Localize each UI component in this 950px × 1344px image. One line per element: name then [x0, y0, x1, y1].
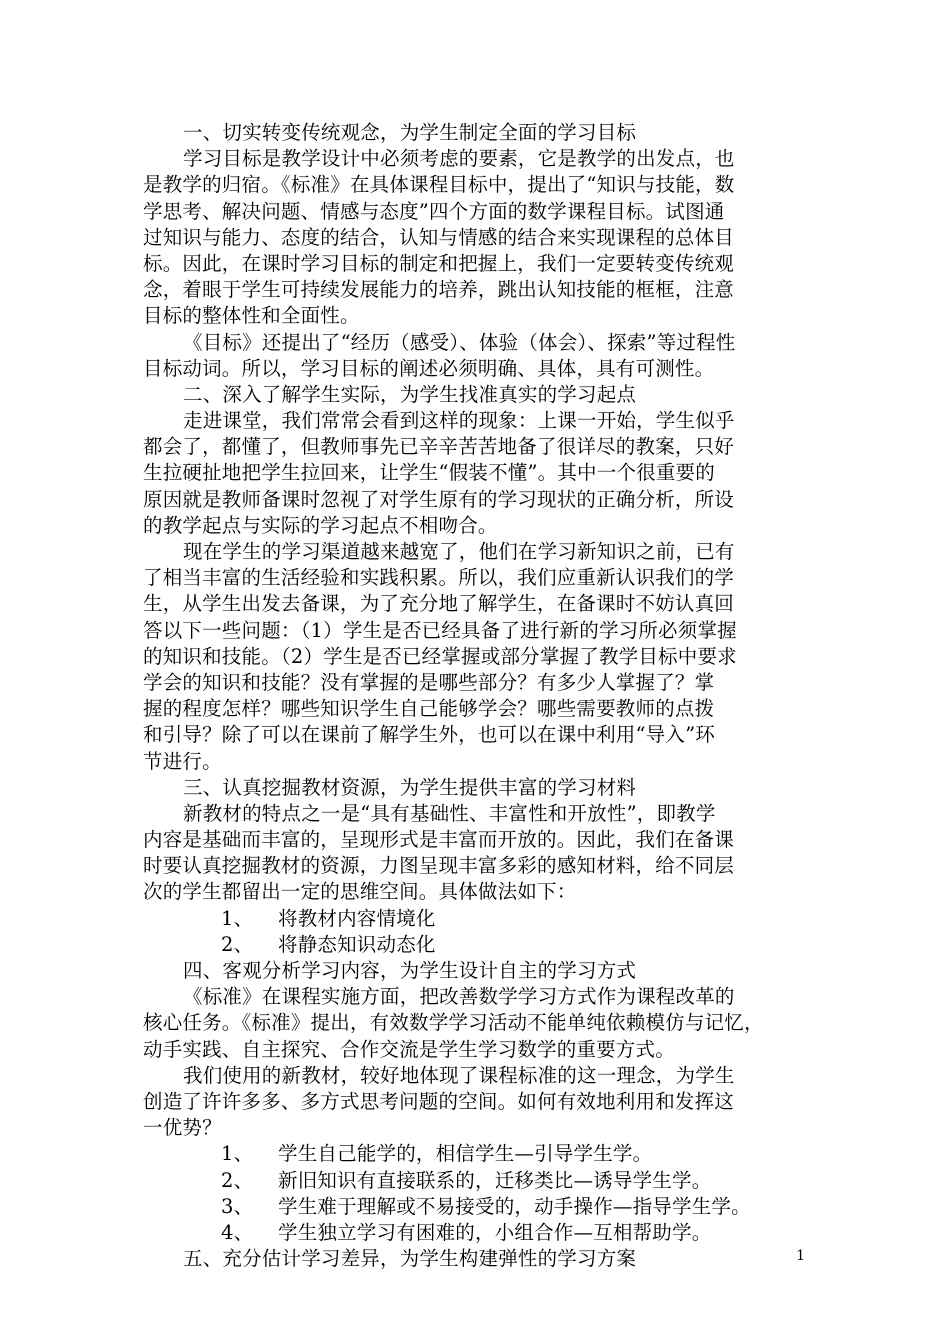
paragraph-line: 都会了，都懂了，但教师事先已辛辛苦苦地备了很详尽的教案，只好: [143, 435, 735, 459]
paragraph-line: 的知识和技能。（2）学生是否已经掌握或部分掌握了教学目标中要求: [143, 644, 737, 668]
paragraph-line: 现在学生的学习渠道越来越宽了，他们在学习新知识之前，已有: [183, 540, 735, 563]
list-item-text: 学生独立学习有困难的，小组合作—互相帮助学。: [278, 1220, 712, 1244]
list-item: [143, 1141, 811, 1167]
paragraph-line: 动手实践、自主探究、合作交流是学生学习数学的重要方式。: [143, 1037, 675, 1061]
section-heading: 二、深入了解学生实际，为学生找准真实的学习起点: [183, 382, 637, 406]
paragraph-line: 学习目标是教学设计中必须考虑的要素，它是教学的出发点，也: [183, 147, 735, 171]
list-item-number: 1、: [221, 906, 254, 930]
paragraph-line: 握的程度怎样？哪些知识学生自己能够学会？哪些需要教师的点拨: [143, 697, 715, 721]
list-item-number: 4、: [221, 1220, 254, 1244]
paragraph-line: 《标准》在课程实施方面，把改善数学学习方式作为课程改革的: [183, 985, 735, 1009]
paragraph-line: 学会的知识和技能？没有掌握的是哪些部分？有多少人掌握了？掌: [143, 670, 715, 694]
paragraph-line: 创造了许许多多、多方式思考问题的空间。如何有效地利用和发挥这: [143, 1089, 735, 1113]
paragraph-line: 生，从学生出发去备课，为了充分地了解学生，在备课时不妨认真回: [143, 592, 735, 616]
paragraph-line: 过知识与能力、态度的结合，认知与情感的结合来实现课程的总体目: [143, 225, 735, 249]
list-item-text: 新旧知识有直接联系的，迁移类比—诱导学生学。: [278, 1168, 712, 1192]
section-heading: 四、客观分析学习内容，为学生设计自主的学习方式: [183, 959, 637, 982]
paragraph-line: 目标动词。所以，学习目标的阐述必须明确、具体，具有可测性。: [143, 356, 715, 380]
paragraph-line: 生拉硬扯地把学生拉回来，让学生“假装不懂”。其中一个很重要的: [143, 461, 715, 485]
section-heading: 五、充分估计学习差异，为学生构建弹性的学习方案: [183, 1247, 637, 1271]
paragraph-line: 核心任务。《标准》提出，有效数学学习活动不能单纯依赖模仿与记忆，: [143, 1011, 764, 1035]
paragraph-line: 走进课堂，我们常常会看到这样的现象：上课一开始，学生似乎: [183, 409, 735, 433]
paragraph-line: 标。因此，在课时学习目标的制定和把握上，我们一定要转变传统观: [143, 251, 735, 275]
paragraph-line: 答以下一些问题：（1）学生是否已经具备了进行新的学习所必须掌握: [143, 618, 737, 642]
list-item-text: 学生自己能学的，相信学生—引导学生学。: [278, 1142, 653, 1166]
list-item-number: 1、: [221, 1142, 254, 1166]
paragraph-line: 时要认真挖掘教材的资源，力图呈现丰富多彩的感知材料，给不同层: [143, 854, 735, 878]
list-item-number: 2、: [221, 932, 254, 956]
paragraph-line: 《目标》还提出了“经历（感受）、体验（体会）、探索”等过程性: [183, 330, 736, 354]
section-heading: 三、认真挖掘教材资源，为学生提供丰富的学习材料: [183, 775, 637, 799]
list-item-text: 将教材内容情境化: [278, 906, 436, 930]
paragraph-line: 次的学生都留出一定的思维空间。具体做法如下：: [143, 880, 577, 904]
document-body: [143, 120, 811, 1272]
paragraph-line: 是教学的归宿。《标准》在具体课程目标中，提出了“知识与技能，数: [143, 173, 735, 197]
paragraph-line: 了相当丰富的生活经验和实践积累。所以，我们应重新认识我们的学: [143, 566, 735, 590]
list-item: [143, 1220, 811, 1246]
paragraph-line: 目标的整体性和全面性。: [143, 304, 360, 328]
page-number: 1: [796, 1248, 805, 1264]
paragraph-line: 我们使用的新教材，较好地体现了课程标准的这一理念，为学生: [183, 1063, 735, 1087]
list-item-number: 3、: [221, 1194, 254, 1218]
list-item-text: 将静态知识动态化: [278, 932, 436, 956]
list-item: [143, 1194, 811, 1220]
paragraph-line: 和引导？除了可以在课前了解学生外，也可以在课中利用“导入”环: [143, 723, 715, 747]
list-item-number: 2、: [221, 1168, 254, 1192]
list-item: [143, 932, 811, 958]
paragraph-line: 一优势？: [143, 1116, 222, 1140]
list-item-text: 学生难于理解或不易接受的，动手操作—指导学生学。: [278, 1194, 751, 1218]
list-item: [143, 906, 811, 932]
paragraph-line: 学思考、解决问题、情感与态度”四个方面的数学课程目标。试图通: [143, 199, 725, 223]
paragraph-line: 的教学起点与实际的学习起点不相吻合。: [143, 513, 498, 537]
paragraph-line: 节进行。: [143, 749, 222, 773]
paragraph-line: 原因就是教师备课时忽视了对学生原有的学习现状的正确分析，所设: [143, 487, 735, 511]
paragraph-line: 新教材的特点之一是“具有基础性、丰富性和开放性”，即教学: [183, 801, 716, 825]
list-item: [143, 1168, 811, 1194]
section-heading: 一、切实转变传统观念，为学生制定全面的学习目标: [183, 121, 637, 144]
paragraph-line: 念，着眼于学生可持续发展能力的培养，跳出认知技能的框框，注意: [143, 278, 735, 302]
paragraph-line: 内容是基础而丰富的，呈现形式是丰富而开放的。因此，我们在备课: [143, 828, 735, 852]
